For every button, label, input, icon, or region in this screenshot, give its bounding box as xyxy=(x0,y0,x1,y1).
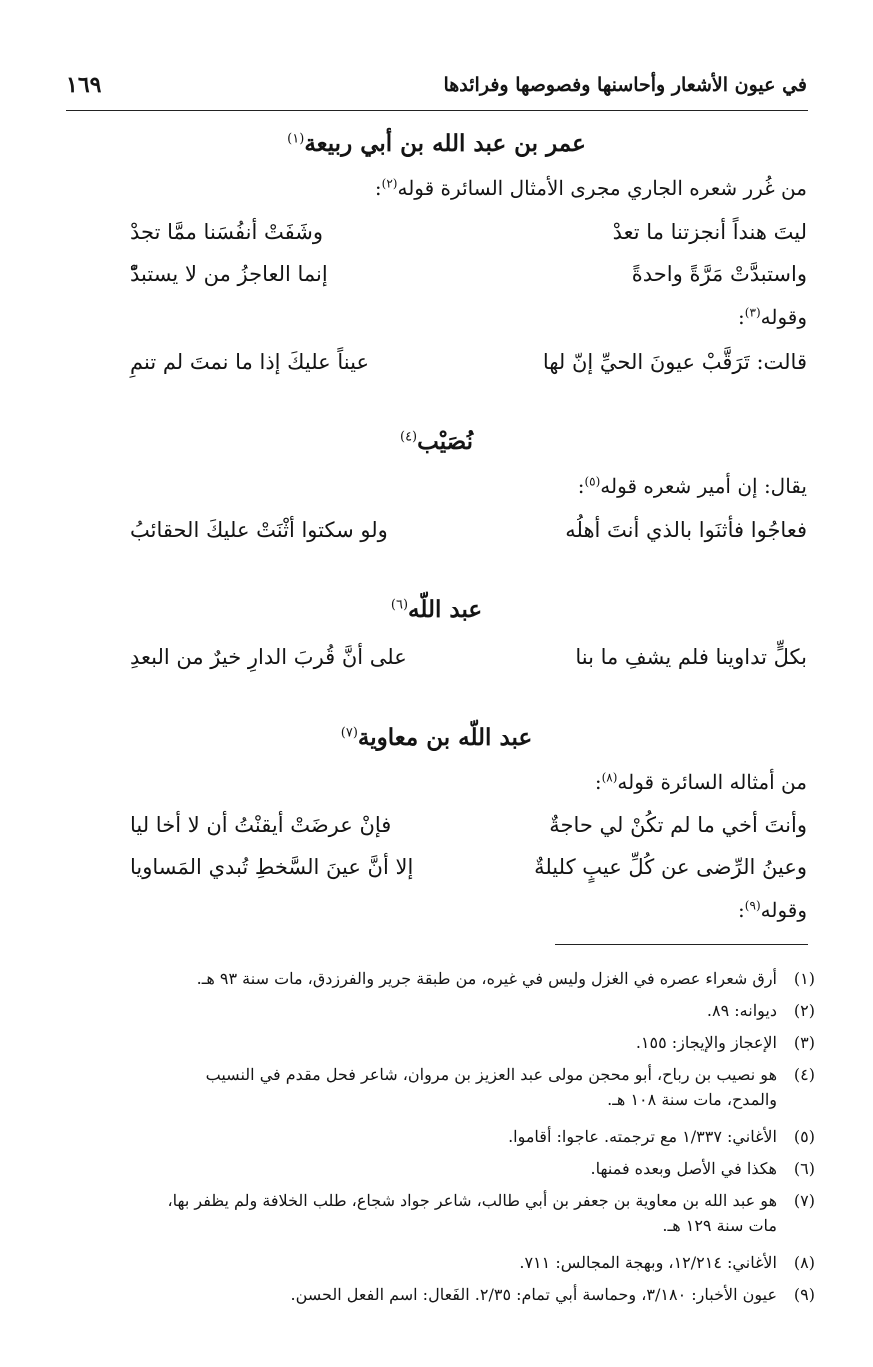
footnote-ref: (٨) xyxy=(601,770,618,785)
footnote xyxy=(55,1124,815,1149)
verse-hemistich-left: عيناً عليكَ إذا ما نمتَ لم تنمِ xyxy=(130,350,369,374)
section-heading-abdullah xyxy=(0,596,873,623)
footnote-text: الأغاني: ١/٣٣٧ مع ترجمته. عاجوا: أقاموا. xyxy=(508,1127,777,1146)
running-header-title: في عيون الأشعار وأحاسنها وفصوصها وفرائدها xyxy=(443,74,807,96)
heading-text: عمر بن عبد الله بن أبي ربيعة xyxy=(304,130,586,157)
footnote-text: أرق شعراء عصره في الغزل وليس في غيره، من طبقة جرير والفرزدق، مات سنة ٩٣ هـ. xyxy=(196,969,777,988)
page-number: ١٦٩ xyxy=(66,72,102,98)
footnote-text: عيون الأخبار: ٣/١٨٠، وحماسة أبي تمام: ٢/٣٥. الفَعال: اسم الفعل الحسن. xyxy=(290,1285,777,1304)
footnote-text: هو عبد الله بن معاوية بن جعفر بن أبي طالب، شاعر جواد شجاع، طلب الخلافة ولم يظفر بها، xyxy=(167,1191,777,1210)
verse-hemistich-right: فعاجُوا فأثنَوا بالذي أنتَ أهلُه xyxy=(565,518,807,542)
footnote xyxy=(55,1156,815,1181)
intro-line: يقال: إن أمير شعره قوله$^{(٥)}$: xyxy=(577,474,807,498)
section-heading-umar xyxy=(0,130,873,157)
footnote xyxy=(55,966,815,991)
verse-hemistich-left: على أنَّ قُربَ الدارِ خيرٌ من البعدِ xyxy=(130,645,407,669)
heading-text: عبد اللّه xyxy=(408,596,483,623)
footnote-text: ديوانه: ٨٩. xyxy=(706,1001,777,1020)
footnote-number: (٨) xyxy=(793,1253,815,1272)
footnote-text: الإعجاز والإيجاز: ١٥٥. xyxy=(635,1033,777,1052)
header-rule xyxy=(66,110,808,111)
verse-hemistich-right: ليتَ هنداً أنجزتنا ما تعدْ xyxy=(612,220,807,244)
heading-text: عبد اللّه بن معاوية xyxy=(357,724,533,751)
footnote-number: (٤) xyxy=(793,1065,815,1084)
footnote-ref: (٥) xyxy=(584,474,601,489)
footnote-text: هكذا في الأصل وبعده فمنها. xyxy=(590,1159,777,1178)
intro-line: وقوله$^{(٩)}$: xyxy=(738,898,807,922)
footnote-continuation: والمدح، مات سنة ١٠٨ هـ. xyxy=(607,1090,777,1109)
footnote-ref: (٦) xyxy=(390,597,409,613)
footnote-ref: (٢) xyxy=(381,176,398,191)
verse-hemistich-right: وأنتَ أخي ما لم تكُنْ لي حاجةٌ xyxy=(549,813,807,837)
footnote xyxy=(55,1282,815,1307)
verse-hemistich-left: إنما العاجزُ من لا يستبدّْ xyxy=(130,262,328,286)
verse-hemistich-right: بكلٍّ تداوينا فلم يشفِ ما بنا xyxy=(575,645,807,669)
footnote xyxy=(55,1062,815,1112)
footnote xyxy=(55,998,815,1023)
heading-text: نُصَيْب xyxy=(417,428,473,455)
footnote xyxy=(55,1188,815,1238)
footnote-number: (١) xyxy=(793,969,815,988)
footnote-number: (٦) xyxy=(793,1159,815,1178)
verse-hemistich-left: وشَفَتْ أنفُسَنا ممَّا تجدْ xyxy=(130,220,323,244)
section-heading-abdullah-ibn-muawiya xyxy=(0,724,873,751)
intro-line: من غُرر شعره الجاري مجرى الأمثال السائرة قوله$^{(٢)}$: xyxy=(374,176,807,200)
footnote-ref: (٤) xyxy=(399,429,418,445)
footnote-text: هو نصيب بن رباح، أبو محجن مولى عبد العزيز بن مروان، شاعر فحل مقدم في النسيب xyxy=(205,1065,777,1084)
verse-hemistich-left: ولو سكتوا أثْنَتْ عليكَ الحقائبُ xyxy=(130,518,388,542)
verse-hemistich-right: واستبدَّتْ مَرَّةً واحدةً xyxy=(631,262,807,286)
verse-hemistich-left: فإنْ عرضَتْ أيقنْتُ أن لا أخا ليا xyxy=(130,813,392,837)
footnote-ref: (٩) xyxy=(744,898,761,913)
footnote xyxy=(55,1250,815,1275)
verse-hemistich-right: وعينُ الرِّضى عن كُلِّ عيبٍ كليلةٌ xyxy=(534,855,807,879)
footnote-number: (٩) xyxy=(793,1285,815,1304)
footnote-ref: (٧) xyxy=(340,725,358,741)
footnote-ref: (٣) xyxy=(744,305,761,320)
intro-line: من أمثاله السائرة قوله$^{(٨)}$: xyxy=(594,770,807,794)
footnote xyxy=(55,1030,815,1055)
footnote-number: (٥) xyxy=(793,1127,815,1146)
footnote-ref: (١) xyxy=(287,131,305,147)
footnote-number: (٢) xyxy=(793,1001,815,1020)
footnote-rule xyxy=(555,944,808,945)
verse-hemistich-right: قالت: تَرَقَّبْ عيونَ الحيِّ إنّ لها xyxy=(542,350,807,374)
footnote-number: (٧) xyxy=(793,1191,815,1210)
footnote-number: (٣) xyxy=(793,1033,815,1052)
footnote-text: الأغاني: ١٢/٢١٤، وبهجة المجالس: ٧١١. xyxy=(519,1253,777,1272)
intro-line: وقوله$^{(٣)}$: xyxy=(738,305,807,329)
footnote-continuation: مات سنة ١٢٩ هـ. xyxy=(662,1216,777,1235)
verse-hemistich-left: إلا أنَّ عينَ السَّخطِ تُبدي المَساويا xyxy=(130,855,414,879)
section-heading-nusayb xyxy=(0,428,873,455)
